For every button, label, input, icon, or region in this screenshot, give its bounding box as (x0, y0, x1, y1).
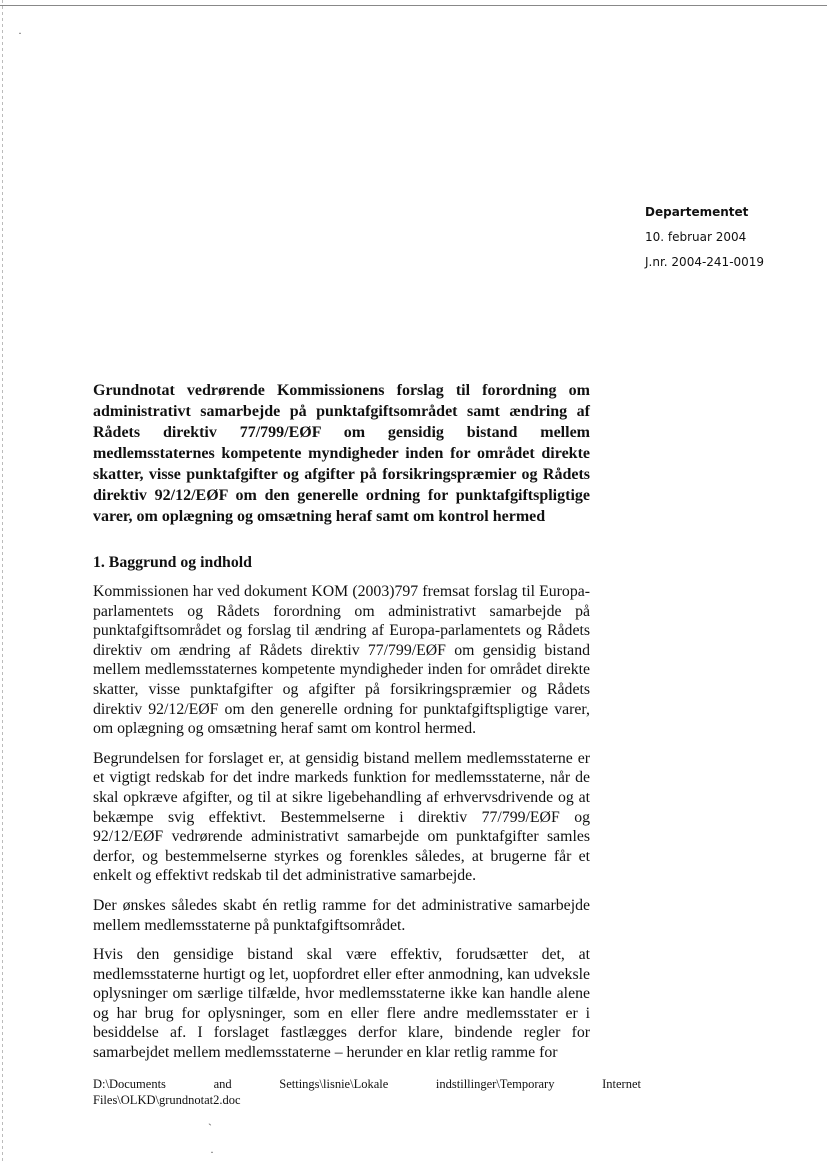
file-path-part: D:\Documents (93, 1077, 166, 1091)
scan-speck: · (210, 1145, 214, 1159)
scan-speck: ˏ (208, 1112, 212, 1126)
file-path-line-2: Files\OLKD\grundnotat2.doc (93, 1093, 241, 1107)
body-paragraph: Kommissionen har ved dokument KOM (2003)797 fremsat forslag til Europa-parlamentets og Rådets forordning om administrativt samarbejde på punktafgiftsområdet og forslag til ændring af Europa-parlamentets og Rådets direktiv om ændring af Rådets direktiv 77/799/EØF om gensidig bistand mellem medlemsstaternes kompetente myndigheder inden for området direkte skatter, visse punktafgifter og afgifter på forsikringspræmier og Rådets direktiv 92/12/EØF om den generelle ordning for punktafgiftspligtige varer, om oplægning og omsætning heraf samt om kontrol hermed. (93, 583, 590, 738)
file-path-footer (93, 1076, 641, 1108)
scan-edge-left (2, 0, 3, 1163)
file-path-part: Settings\lisnie\Lokale (279, 1077, 389, 1091)
document-date: 10. februar 2004 (645, 230, 747, 244)
body-paragraph: Der ønskes således skabt én retlig ramme for det administrative samarbejde mellem medlemsstaterne på punktafgiftsområdet. (93, 896, 590, 934)
department-name: Departementet (645, 205, 749, 219)
file-path-part: and (213, 1077, 232, 1091)
scan-speck: · (18, 26, 22, 40)
journal-number: J.nr. 2004-241-0019 (645, 255, 765, 269)
file-path-line-1 (93, 1076, 641, 1092)
file-path-part: Internet (602, 1077, 641, 1091)
sender-block (645, 200, 815, 275)
file-path-part: indstillinger\Temporary (435, 1077, 555, 1091)
body-paragraph: Hvis den gensidige bistand skal være effektiv, forudsætter det, at medlemsstaterne hurtigt og let, uopfordret eller efter anmodning, kan udveksle oplysninger om særlige tilfælde, hvor medlemsstaterne ikke kan handle alene og har brug for oplysninger, som en eller flere andre medlemsstater er i besiddelse af. I forslaget fastlægges derfor klare, bindende regler for samarbejdet mellem medlemsstaterne – herunder en klar retlig ramme for (93, 946, 591, 1062)
body-paragraph: Begrundelsen for forslaget er, at gensidig bistand mellem medlemsstaterne er et vigtigt redskab for det indre markeds funktion for medlemsstaterne, når de skal opkræve afgifter, og til at sikre ligebehandling af erhvervsdrivende og at bekæmpe svig effektivt. Bestemmelserne i direktiv 77/799/EØF og 92/12/EØF vedrørende administrativt samarbejde om punktafgifter samles derfor, og bestemmelserne styrkes og forenkles således, at brugerne får et enkelt og effektivt redskab til det administrative samarbejde. (93, 749, 590, 885)
document-title: Grundnotat vedrørende Kommissionens forslag til forordning om administrativt samarbejde på punktafgiftsområdet samt ændring af Rådets direktiv 77/799/EØF om gensidig bistand mellem medlemsstaternes kompetente myndigheder inden for området direkte skatter, visse punktafgifter og afgifter på forsikringspræmier og Rådets direktiv 92/12/EØF om den generelle ordning for punktafgiftspligtige varer, om oplægning og omsætning heraf samt om kontrol hermed (93, 382, 590, 525)
section-heading: 1. Baggrund og indhold (93, 554, 252, 571)
scan-edge-top (0, 0, 827, 6)
document-body (93, 553, 590, 1073)
